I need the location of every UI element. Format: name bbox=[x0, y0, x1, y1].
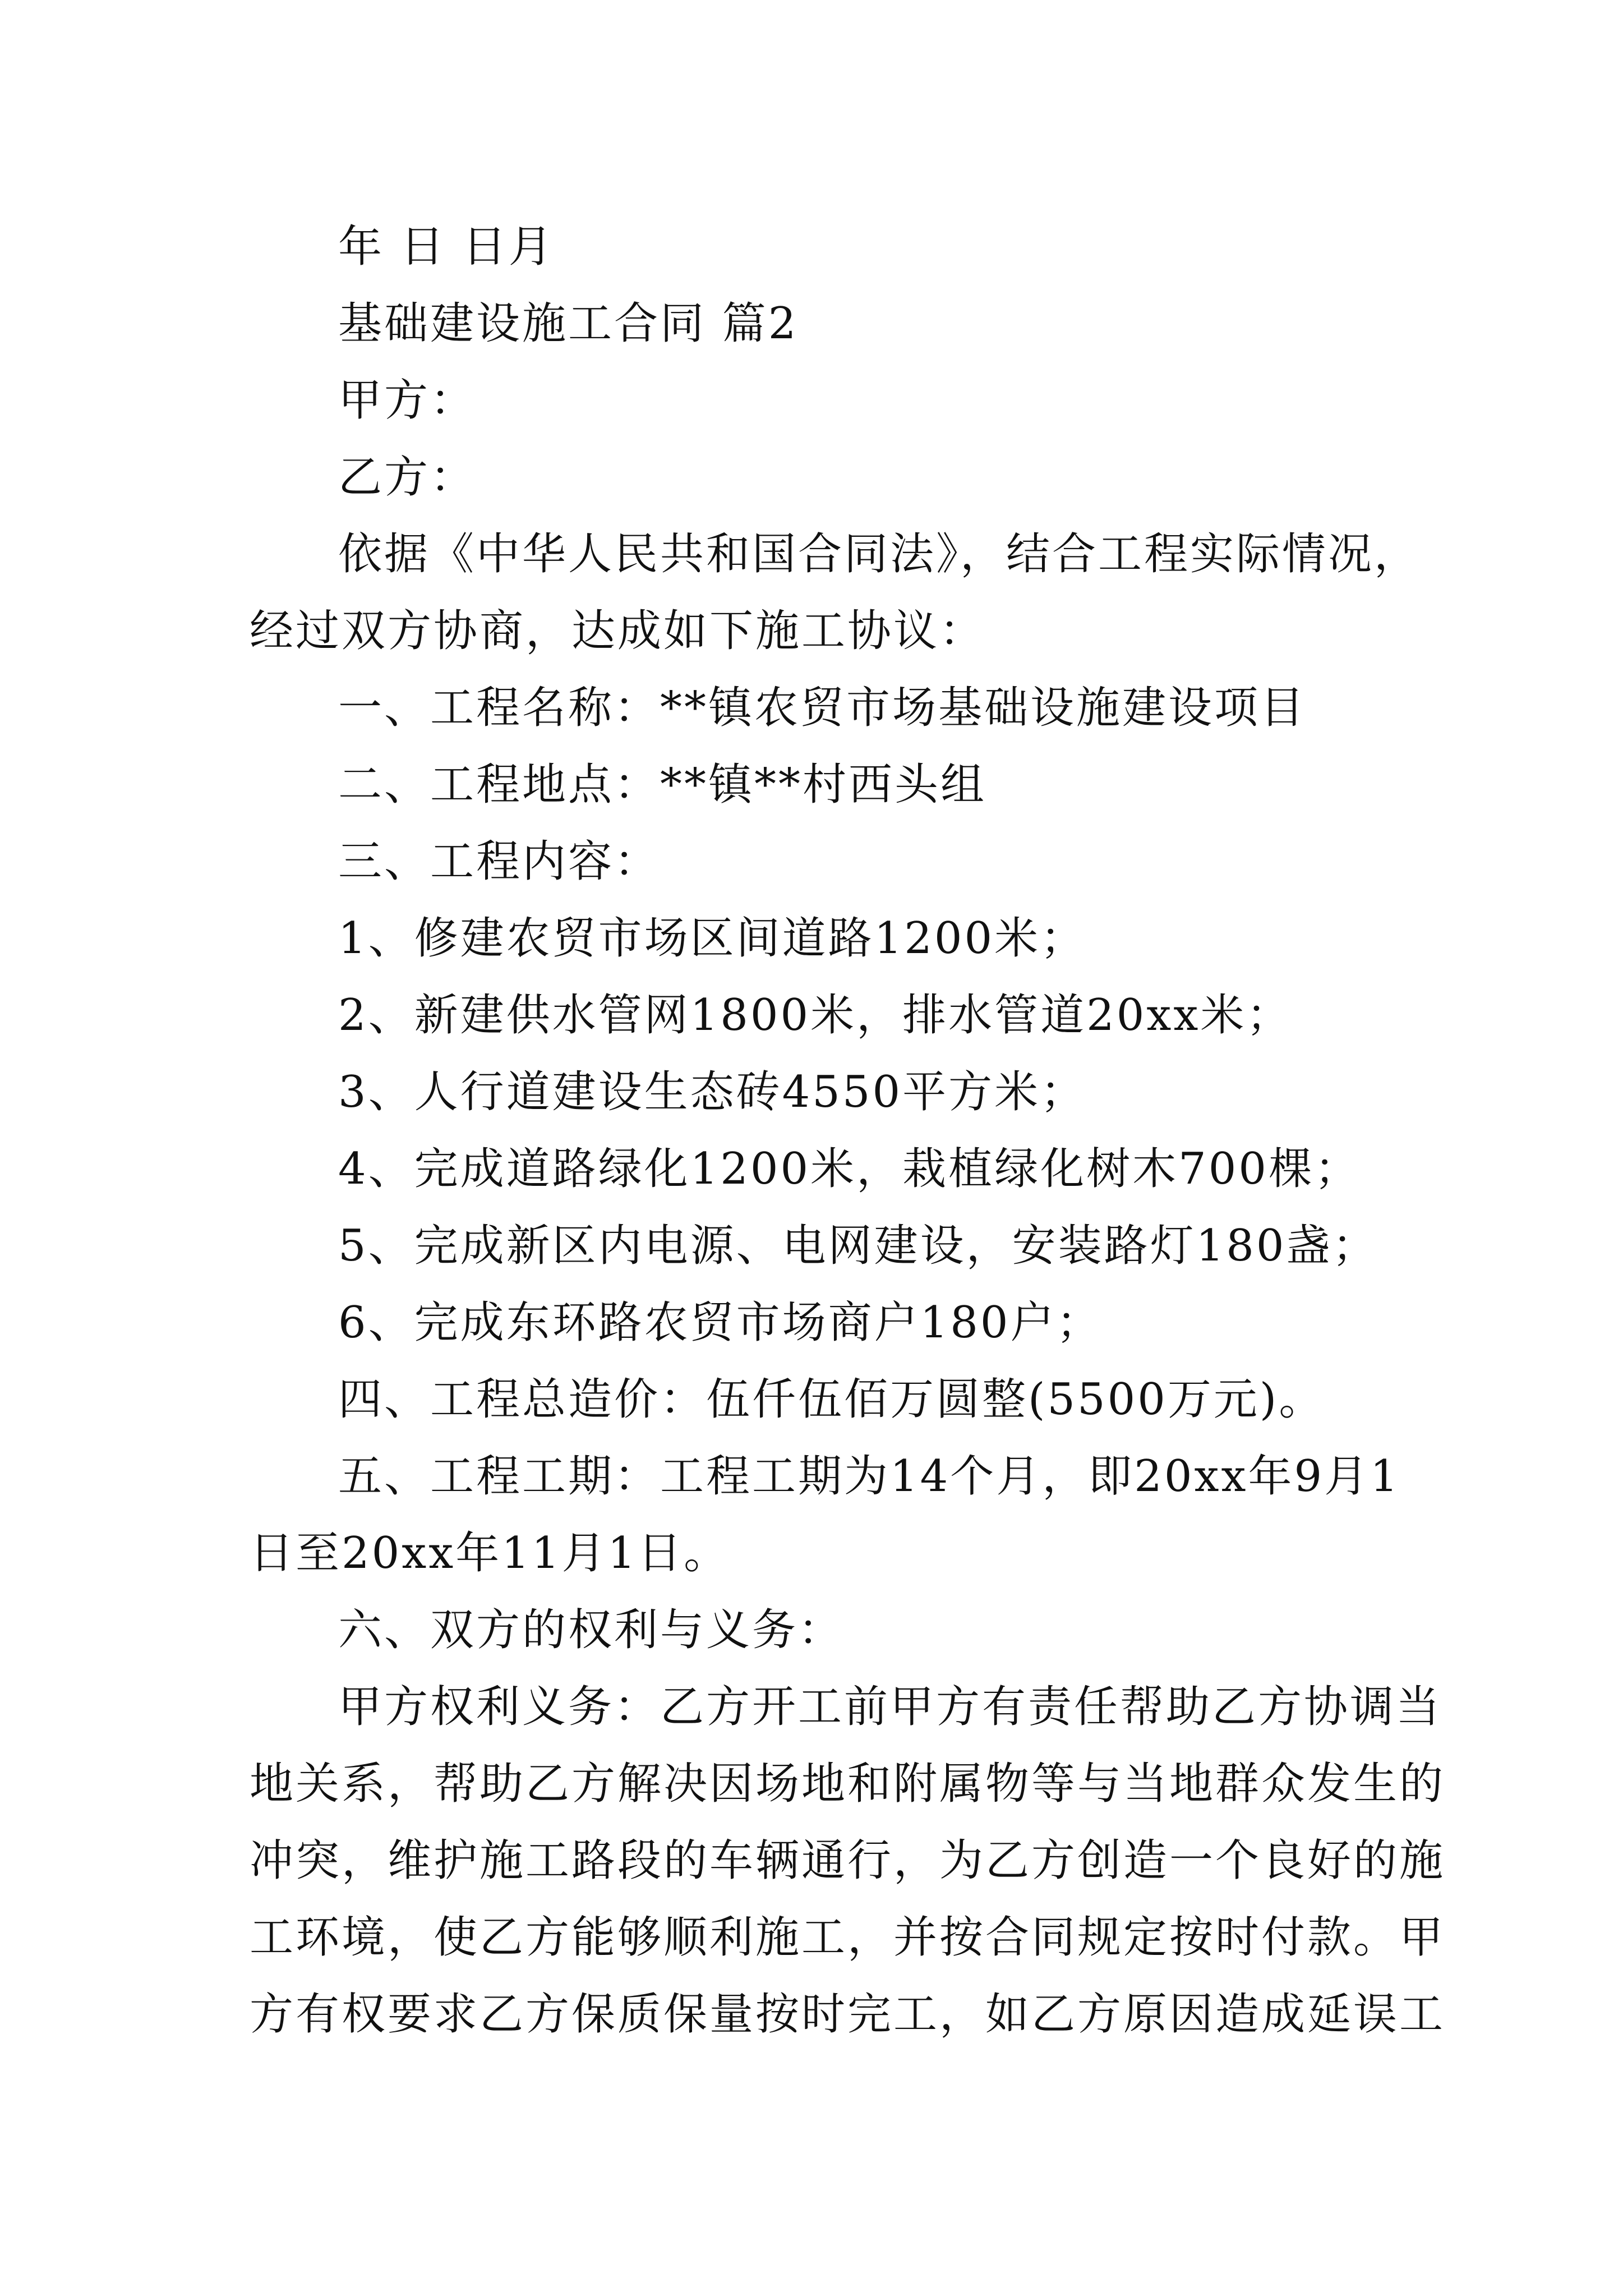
content-item-3: 3、人行道建设生态砖4550平方米； bbox=[338, 1067, 1087, 1117]
preamble-line-2: 经过双方协商，达成如下施工协议： bbox=[250, 606, 986, 656]
party-a-duties-line-3: 冲突，维护施工路段的车辆通行，为乙方创造一个良好的施 bbox=[250, 1835, 1446, 1886]
content-item-6: 6、完成东环路农贸市场商户180户； bbox=[338, 1297, 1103, 1348]
party-a-duties-line-1: 甲方权利义务：乙方开工前甲方有责任帮助乙方协调当 bbox=[338, 1682, 1442, 1732]
clause-duration-line-2: 日至20xx年11月1日。 bbox=[250, 1528, 730, 1579]
date-line: 年 日 日月 bbox=[338, 222, 555, 272]
clause-project-name: 一、工程名称：**镇农贸市场基础设施建设项目 bbox=[338, 683, 1307, 733]
content-item-2: 2、新建供水管网1800米，排水管道20xx米； bbox=[338, 990, 1293, 1041]
contract-body bbox=[250, 209, 1446, 2053]
content-item-1: 1、修建农贸市场区间道路1200米； bbox=[338, 913, 1087, 964]
content-item-4: 4、完成道路绿化1200米，栽植绿化树木700棵； bbox=[338, 1144, 1361, 1194]
party-a-line: 甲方： bbox=[338, 375, 477, 426]
party-b-line: 乙方： bbox=[338, 452, 477, 503]
party-a-duties-line-2: 地关系，帮助乙方解决因场地和附属物等与当地群众发生的 bbox=[250, 1759, 1446, 1809]
party-a-duties-line-5: 方有权要求乙方保质保量按时完工，如乙方原因造成延误工 bbox=[250, 1989, 1446, 2040]
party-a-duties-line-4: 工环境，使乙方能够顺利施工，并按合同规定按时付款。甲 bbox=[250, 1912, 1446, 1963]
clause-rights-obligations: 六、双方的权利与义务： bbox=[338, 1605, 845, 1655]
clause-project-content: 三、工程内容： bbox=[338, 836, 661, 887]
clause-total-cost: 四、工程总造价：伍仟伍佰万圆整(5500万元)。 bbox=[338, 1374, 1325, 1425]
contract-title: 基础建设施工合同 篇2 bbox=[338, 298, 799, 349]
content-item-5: 5、完成新区内电源、电网建设，安装路灯180盏； bbox=[338, 1221, 1378, 1271]
preamble-line-1: 依据《中华人民共和国合同法》，结合工程实际情况， bbox=[338, 529, 1421, 579]
clause-duration-line-1: 五、工程工期：工程工期为14个月，即20xx年9月1 bbox=[338, 1451, 1400, 1502]
clause-project-location: 二、工程地点：**镇**村西头组 bbox=[338, 760, 987, 810]
